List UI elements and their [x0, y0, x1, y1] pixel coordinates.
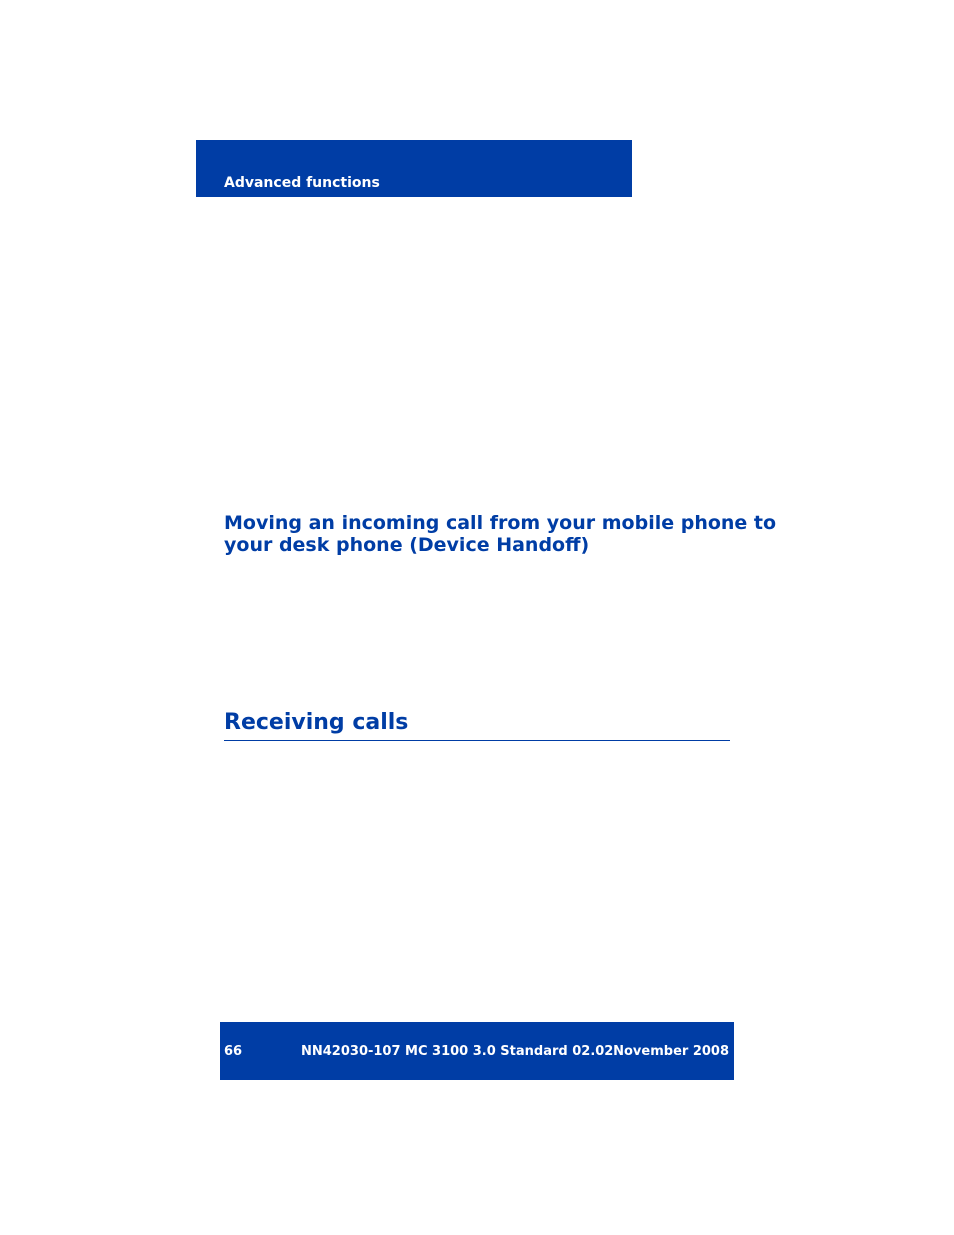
chapter-label: Advanced functions [224, 175, 380, 191]
subsection-heading [224, 512, 777, 556]
subsection-heading-line-1: Moving an incoming call from your mobile phone to [224, 512, 777, 534]
section-heading-rule [224, 740, 730, 741]
document-id: NN42030-107 MC 3100 3.0 Standard 02.02 [301, 1044, 614, 1059]
subsection-heading-line-2: your desk phone (Device Handoff) [224, 534, 590, 556]
page-number: 66 [224, 1044, 243, 1059]
publication-date: November 2008 [613, 1044, 729, 1059]
section-heading: Receiving calls [224, 710, 409, 735]
header-band [196, 140, 632, 197]
footer-band [220, 1022, 734, 1080]
